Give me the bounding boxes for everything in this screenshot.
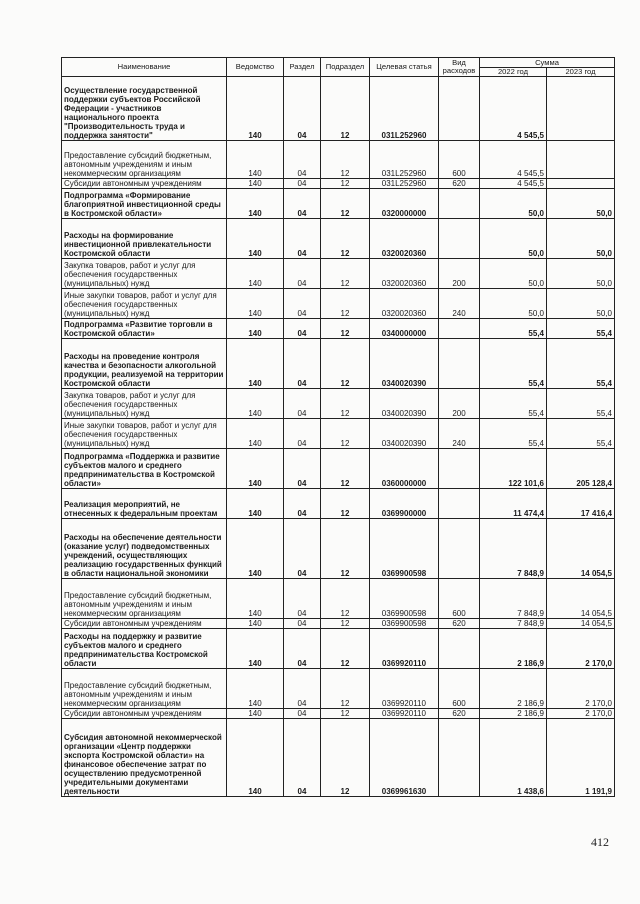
row-type: 600: [439, 141, 480, 179]
row-sum-2022: 11 474,4: [480, 489, 547, 519]
row-section: 04: [284, 77, 321, 141]
row-section: 04: [284, 709, 321, 719]
table-row: [62, 619, 615, 629]
row-target: 0320020360: [370, 219, 439, 259]
row-name: Субсидия автономной некоммерческой организации «Центр поддержки экспорта Костромской области» на финансовое обеспечение затрат по осуществлению предусмотренной учредительными документами деятельности: [62, 719, 227, 797]
row-name: Субсидии автономным учреждениям: [62, 619, 227, 629]
row-sum-2022: 122 101,6: [480, 449, 547, 489]
row-dept: 140: [227, 141, 284, 179]
row-name: Субсидии автономным учреждениям: [62, 179, 227, 189]
row-sum-2023: 55,4: [547, 389, 615, 419]
table-row: [62, 669, 615, 709]
row-section: 04: [284, 669, 321, 709]
row-subsection: 12: [321, 449, 370, 489]
row-sum-2022: 55,4: [480, 319, 547, 339]
row-subsection: 12: [321, 719, 370, 797]
row-sum-2022: 55,4: [480, 339, 547, 389]
row-dept: 140: [227, 289, 284, 319]
row-section: 04: [284, 389, 321, 419]
row-sum-2023: 1 191,9: [547, 719, 615, 797]
row-target: 031L252960: [370, 141, 439, 179]
table-row: [62, 77, 615, 141]
row-target: 031L252960: [370, 77, 439, 141]
table-row: [62, 141, 615, 179]
row-subsection: 12: [321, 289, 370, 319]
table-row: [62, 189, 615, 219]
row-name: Закупка товаров, работ и услуг для обеспечения государственных (муниципальных) нужд: [62, 389, 227, 419]
row-dept: 140: [227, 669, 284, 709]
row-target: 0340020390: [370, 389, 439, 419]
table-row: [62, 259, 615, 289]
row-sum-2023: 2 170,0: [547, 629, 615, 669]
row-subsection: 12: [321, 669, 370, 709]
header-subsection: Подраздел: [321, 58, 370, 77]
row-type: [439, 629, 480, 669]
header-sum: Сумма: [480, 58, 615, 68]
row-sum-2023: [547, 77, 615, 141]
row-subsection: 12: [321, 519, 370, 579]
row-type: 240: [439, 289, 480, 319]
table-row: [62, 579, 615, 619]
row-sum-2022: 50,0: [480, 289, 547, 319]
row-sum-2023: 205 128,4: [547, 449, 615, 489]
table-row: [62, 319, 615, 339]
row-section: 04: [284, 289, 321, 319]
row-subsection: 12: [321, 579, 370, 619]
row-subsection: 12: [321, 629, 370, 669]
row-type: 200: [439, 389, 480, 419]
row-subsection: 12: [321, 619, 370, 629]
row-sum-2023: 14 054,5: [547, 519, 615, 579]
row-target: 0340020390: [370, 339, 439, 389]
row-name: Иные закупки товаров, работ и услуг для обеспечения государственных (муниципальных) нужд: [62, 419, 227, 449]
row-name: Подпрограмма «Поддержка и развитие субъектов малого и среднего предпринимательства в Костромской области»: [62, 449, 227, 489]
row-subsection: 12: [321, 339, 370, 389]
row-type: [439, 77, 480, 141]
row-sum-2022: 50,0: [480, 259, 547, 289]
row-type: 240: [439, 419, 480, 449]
row-dept: 140: [227, 389, 284, 419]
row-target: 0369900598: [370, 619, 439, 629]
row-name: Предоставление субсидий бюджетным, автономным учреждениям и иным некоммерческим организациям: [62, 669, 227, 709]
row-type: 620: [439, 619, 480, 629]
row-name: Иные закупки товаров, работ и услуг для обеспечения государственных (муниципальных) нужд: [62, 289, 227, 319]
row-dept: 140: [227, 619, 284, 629]
row-type: [439, 339, 480, 389]
row-section: 04: [284, 419, 321, 449]
row-target: 0369900000: [370, 489, 439, 519]
row-target: 0340000000: [370, 319, 439, 339]
row-type: 200: [439, 259, 480, 289]
row-section: 04: [284, 179, 321, 189]
row-name: Субсидии автономным учреждениям: [62, 709, 227, 719]
row-type: 620: [439, 709, 480, 719]
row-name: Подпрограмма «Формирование благоприятной инвестиционной среды в Костромской области»: [62, 189, 227, 219]
header-type: Вид расходов: [439, 58, 480, 77]
row-section: 04: [284, 259, 321, 289]
row-dept: 140: [227, 519, 284, 579]
row-dept: 140: [227, 719, 284, 797]
row-dept: 140: [227, 319, 284, 339]
row-sum-2022: 2 186,9: [480, 669, 547, 709]
row-dept: 140: [227, 189, 284, 219]
row-section: 04: [284, 449, 321, 489]
row-dept: 140: [227, 709, 284, 719]
row-target: 0369900598: [370, 519, 439, 579]
row-dept: 140: [227, 77, 284, 141]
row-section: 04: [284, 219, 321, 259]
table-body: [62, 77, 615, 797]
row-sum-2023: 17 416,4: [547, 489, 615, 519]
table-row: [62, 449, 615, 489]
row-section: 04: [284, 339, 321, 389]
row-name: Предоставление субсидий бюджетным, автономным учреждениям и иным некоммерческим организациям: [62, 141, 227, 179]
table-row: [62, 629, 615, 669]
row-sum-2023: 55,4: [547, 319, 615, 339]
row-section: 04: [284, 489, 321, 519]
row-target: 0320020360: [370, 289, 439, 319]
row-name: Расходы на поддержку и развитие субъектов малого и среднего предпринимательства Костромской области: [62, 629, 227, 669]
row-subsection: 12: [321, 389, 370, 419]
row-type: [439, 719, 480, 797]
row-target: 0369920110: [370, 629, 439, 669]
row-section: 04: [284, 579, 321, 619]
table-row: [62, 489, 615, 519]
row-sum-2022: 4 545,5: [480, 77, 547, 141]
row-subsection: 12: [321, 179, 370, 189]
row-sum-2022: 50,0: [480, 219, 547, 259]
row-section: 04: [284, 719, 321, 797]
row-dept: 140: [227, 489, 284, 519]
row-dept: 140: [227, 219, 284, 259]
row-section: 04: [284, 141, 321, 179]
row-subsection: 12: [321, 141, 370, 179]
row-dept: 140: [227, 259, 284, 289]
row-type: [439, 219, 480, 259]
row-sum-2023: 50,0: [547, 189, 615, 219]
row-sum-2022: 55,4: [480, 389, 547, 419]
row-type: 620: [439, 179, 480, 189]
row-dept: 140: [227, 339, 284, 389]
row-dept: 140: [227, 579, 284, 619]
table-row: [62, 339, 615, 389]
header-year-2023: 2023 год: [547, 68, 615, 77]
table-row: [62, 179, 615, 189]
row-name: Расходы на обеспечение деятельности (оказание услуг) подведомственных учреждений, осуществляющих реализацию государственных функций в области национальной экономики: [62, 519, 227, 579]
row-subsection: 12: [321, 189, 370, 219]
row-subsection: 12: [321, 219, 370, 259]
row-section: 04: [284, 619, 321, 629]
header-target: Целевая статья: [370, 58, 439, 77]
row-sum-2022: 1 438,6: [480, 719, 547, 797]
row-target: 0320020360: [370, 259, 439, 289]
row-sum-2023: [547, 141, 615, 179]
row-subsection: 12: [321, 319, 370, 339]
row-type: [439, 319, 480, 339]
row-sum-2023: 50,0: [547, 289, 615, 319]
row-dept: 140: [227, 419, 284, 449]
row-subsection: 12: [321, 419, 370, 449]
table-row: [62, 389, 615, 419]
row-target: 0369900598: [370, 579, 439, 619]
row-sum-2022: 55,4: [480, 419, 547, 449]
page-number: 412: [591, 835, 609, 849]
row-subsection: 12: [321, 709, 370, 719]
row-subsection: 12: [321, 77, 370, 141]
row-subsection: 12: [321, 489, 370, 519]
table-row: [62, 419, 615, 449]
row-type: 600: [439, 669, 480, 709]
row-sum-2023: 55,4: [547, 339, 615, 389]
row-sum-2023: 50,0: [547, 259, 615, 289]
row-target: 0369920110: [370, 669, 439, 709]
row-name: Закупка товаров, работ и услуг для обеспечения государственных (муниципальных) нужд: [62, 259, 227, 289]
table-row: [62, 719, 615, 797]
row-target: 0340020390: [370, 419, 439, 449]
row-sum-2022: 50,0: [480, 189, 547, 219]
header-year-2022: 2022 год: [480, 68, 547, 77]
row-section: 04: [284, 519, 321, 579]
table-row: [62, 709, 615, 719]
table-row: [62, 219, 615, 259]
row-sum-2022: 7 848,9: [480, 619, 547, 629]
table-row: [62, 519, 615, 579]
row-name: Осуществление государственной поддержки субъектов Российской Федерации - участников национального проекта "Производительность труда и поддержка занятости": [62, 77, 227, 141]
row-sum-2022: 4 545,5: [480, 141, 547, 179]
row-name: Расходы на проведение контроля качества и безопасности алкогольной продукции, реализуемой на территории Костромской области: [62, 339, 227, 389]
row-sum-2022: 2 186,9: [480, 709, 547, 719]
row-sum-2022: 4 545,5: [480, 179, 547, 189]
row-dept: 140: [227, 449, 284, 489]
row-name: Предоставление субсидий бюджетным, автономным учреждениям и иным некоммерческим организациям: [62, 579, 227, 619]
row-section: 04: [284, 319, 321, 339]
header-dept: Ведомство: [227, 58, 284, 77]
row-sum-2022: 7 848,9: [480, 579, 547, 619]
row-type: [439, 489, 480, 519]
row-dept: 140: [227, 179, 284, 189]
row-name: Реализация мероприятий, не отнесенных к федеральным проектам: [62, 489, 227, 519]
row-type: 600: [439, 579, 480, 619]
row-sum-2023: 2 170,0: [547, 669, 615, 709]
row-type: [439, 189, 480, 219]
row-sum-2023: [547, 179, 615, 189]
row-sum-2022: 7 848,9: [480, 519, 547, 579]
header-section: Раздел: [284, 58, 321, 77]
row-section: 04: [284, 629, 321, 669]
row-subsection: 12: [321, 259, 370, 289]
row-sum-2023: 55,4: [547, 419, 615, 449]
row-section: 04: [284, 189, 321, 219]
row-target: 031L252960: [370, 179, 439, 189]
row-sum-2023: 14 054,5: [547, 579, 615, 619]
row-sum-2023: 14 054,5: [547, 619, 615, 629]
row-type: [439, 519, 480, 579]
row-target: 0369920110: [370, 709, 439, 719]
row-target: 0360000000: [370, 449, 439, 489]
row-name: Подпрограмма «Развитие торговли в Костромской области»: [62, 319, 227, 339]
table-row: [62, 289, 615, 319]
header-name: Наименование: [62, 58, 227, 77]
row-sum-2022: 2 186,9: [480, 629, 547, 669]
budget-table: [61, 57, 615, 797]
row-target: 0369961630: [370, 719, 439, 797]
row-dept: 140: [227, 629, 284, 669]
row-target: 0320000000: [370, 189, 439, 219]
row-type: [439, 449, 480, 489]
row-sum-2023: 50,0: [547, 219, 615, 259]
row-name: Расходы на формирование инвестиционной привлекательности Костромской области: [62, 219, 227, 259]
row-sum-2023: 2 170,0: [547, 709, 615, 719]
